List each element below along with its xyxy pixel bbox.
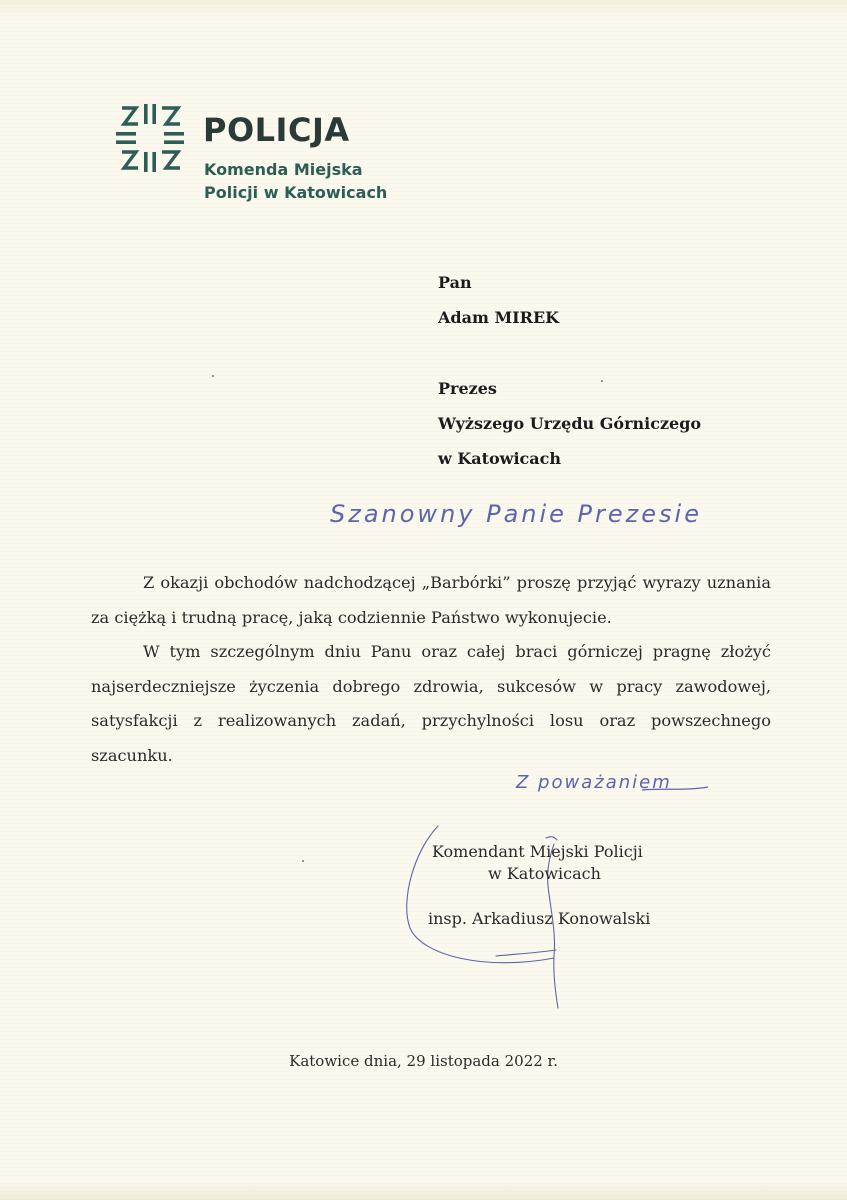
addressee-name: Adam MIREK — [438, 308, 560, 327]
place-and-date: Katowice dnia, 29 listopada 2022 r. — [289, 1052, 558, 1070]
body-paragraph-2: W tym szczególnym dniu Panu oraz całej braci górniczej pragnę złożyć najserdeczniejsze życzenia dobrego zdrowia, sukcesów w pracy zawodowej, satysfakcji z realizowanych zadań, przychylności losu oraz powszechnego szacunku. — [91, 642, 771, 765]
handwritten-greeting: Szanowny Panie Prezesie — [330, 500, 702, 528]
signatory-title-line2: w Katowicach — [488, 864, 601, 883]
letterhead-unit-line1: Komenda Miejska — [204, 160, 363, 179]
closing-underline-stroke — [640, 782, 710, 794]
police-star-emblem-icon — [112, 100, 188, 176]
scan-speck — [601, 380, 603, 382]
letterhead-title: POLICJA — [203, 111, 350, 149]
handwritten-closing: Z poważaniem — [516, 772, 672, 793]
addressee-salutation: Pan — [438, 273, 472, 292]
scan-speck — [212, 375, 214, 377]
addressee-institution: Wyższego Urzędu Górniczego — [438, 414, 702, 433]
scan-speck — [302, 860, 304, 862]
signatory-name: insp. Arkadiusz Konowalski — [428, 909, 651, 928]
addressee-position: Prezes — [438, 379, 497, 398]
addressee-city: w Katowicach — [438, 449, 562, 468]
letterhead-unit — [204, 158, 387, 204]
letterhead-unit-line2: Policji w Katowicach — [204, 183, 388, 202]
letter-body — [91, 566, 771, 773]
signatory-title-line1: Komendant Miejski Policji — [432, 842, 643, 861]
body-paragraph-1: Z okazji obchodów nadchodzącej „Barbórki” proszę przyjąć wyrazy uznania za ciężką i trudną pracę, jaką codziennie Państwo wykonujecie. — [91, 573, 771, 627]
